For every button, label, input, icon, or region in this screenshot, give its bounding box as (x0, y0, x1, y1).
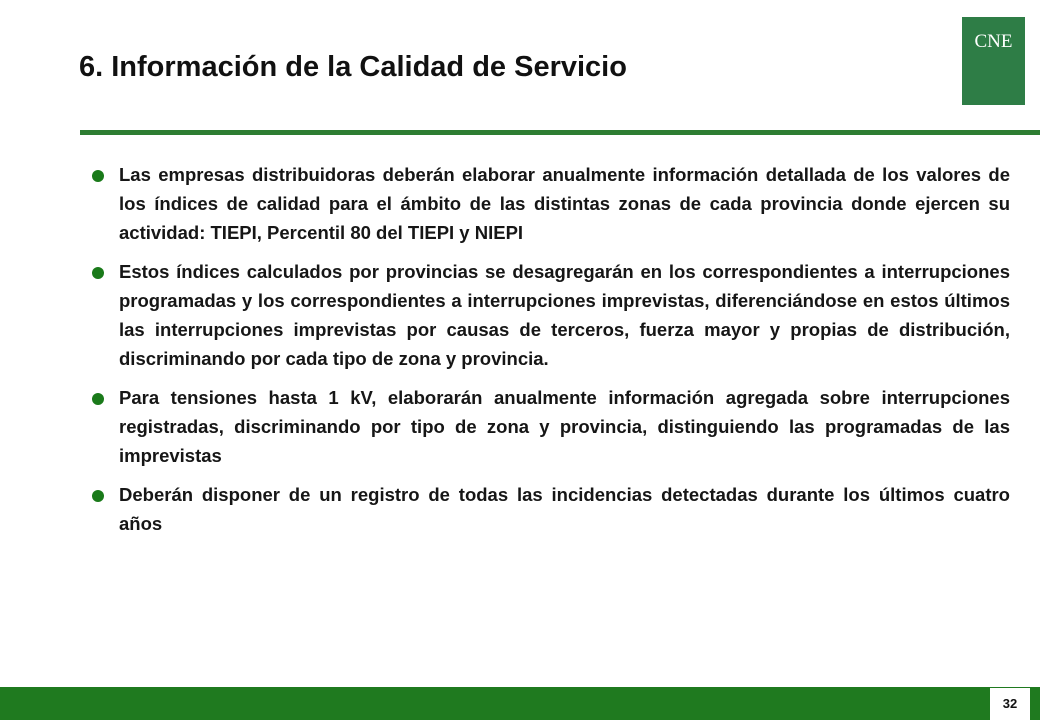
bullet-item (86, 257, 1010, 373)
bullet-dot-icon (92, 267, 104, 279)
title-divider (80, 130, 1040, 135)
bullet-item (86, 383, 1010, 470)
bullet-text: Estos índices calculados por provincias se desagregarán en los correspondientes a interrupciones programadas y los correspondientes a interrupciones imprevistas, diferenciándose en estos últimos las interrupciones imprevistas por causas de terceros, fuerza mayor y propias de distribución, discriminando por cada tipo de zona y provincia. (119, 261, 1010, 369)
footer-bar (0, 687, 1040, 720)
bullet-list (86, 160, 1010, 548)
bullet-dot-icon (92, 393, 104, 405)
bullet-dot-icon (92, 170, 104, 182)
cne-logo (962, 17, 1025, 105)
page-number: 32 (990, 688, 1030, 720)
logo-text: CNE (974, 31, 1013, 52)
bullet-text: Deberán disponer de un registro de todas las incidencias detectadas durante los últimos cuatro años (119, 484, 1010, 534)
bullet-item (86, 480, 1010, 538)
bullet-text: Las empresas distribuidoras deberán elaborar anualmente información detallada de los valores de los índices de calidad para el ámbito de las distintas zonas de cada provincia donde ejercen su actividad: TIEPI, Percentil 80 del TIEPI y NIEPI (119, 164, 1010, 243)
slide-title: 6. Información de la Calidad de Servicio (79, 51, 627, 83)
bullet-item (86, 160, 1010, 247)
bullet-text: Para tensiones hasta 1 kV, elaborarán anualmente información agregada sobre interrupciones registradas, discriminando por tipo de zona y provincia, distinguiendo las programadas de las imprevistas (119, 387, 1010, 466)
bullet-dot-icon (92, 490, 104, 502)
